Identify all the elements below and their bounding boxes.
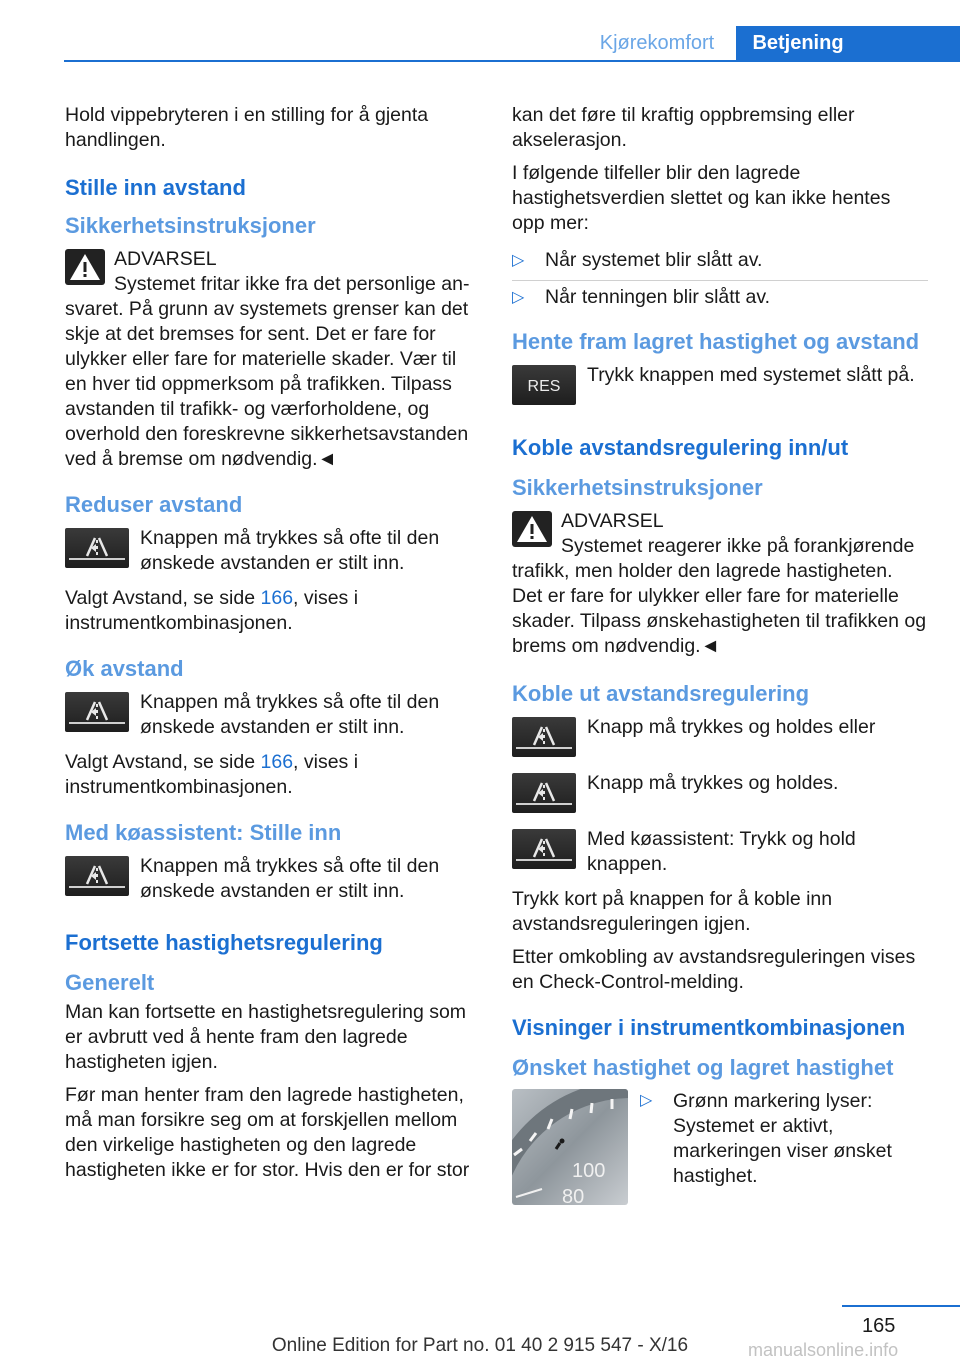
heading-stille-inn-avstand: Stille inn avstand (65, 175, 246, 200)
reduser-button-row (65, 526, 479, 576)
warning-block-right (512, 509, 928, 659)
heading-ok-avstand: Øk avstand (65, 656, 184, 681)
valgt-avstand-2: Valgt Avstand, se side 166, vises i instrumentkombinasjonen. (65, 751, 359, 798)
knapp3-text: Med køassistent: Trykk og hold knappen. (587, 828, 856, 875)
page-link-166[interactable]: 166 (260, 587, 294, 609)
triangle-bullet-icon: ▷ (512, 252, 525, 269)
distance-button-icon (65, 692, 129, 732)
warning-block (65, 247, 479, 472)
koble-ut-row-3 (512, 827, 928, 877)
header-rule (64, 60, 960, 62)
distance-button-icon (512, 829, 576, 869)
triangle-bullet-icon: ▷ (640, 1092, 653, 1109)
warning-first-line: Systemet reagerer ikke på forankjørende (561, 535, 915, 557)
heading-visninger: Visninger i instrumentkombinasjonen (512, 1015, 906, 1040)
res-text: Trykk knappen med systemet slått på. (587, 364, 915, 386)
heading-reduser-avstand: Reduser avstand (65, 492, 243, 517)
ko-text: Knappen må trykkes så ofte til den ønskede avstanden er stilt inn. (140, 855, 440, 902)
gauge-text: Grønn markering lyser: Systemet er aktivt, markeringen viser ønsket hastighet. (673, 1090, 892, 1187)
distance-button-icon (65, 856, 129, 896)
res-button-icon (512, 365, 576, 405)
koble-ut-row-2 (512, 771, 928, 817)
svg-text:RES: RES (527, 378, 561, 395)
knapp2-text: Knapp må trykkes og holdes. (587, 772, 839, 794)
warning-text: svaret. På grunn av systemets grenser kan det skje at det bremses for sent. Det er fare for ulykker eller fare for materielle skader. Vær til en hver tid oppmerksom på trafikken. Tilpass avstanden til trafikk- og værforholdene, og overhold den foreskrevne sikkerhetsavstanden ved å bremse om nødvendig.◄ (65, 298, 469, 470)
valgt-avstand-1: Valgt Avstand, se side 166, vises i instrumentkombinasjonen. (65, 587, 359, 634)
list-item: ▷ Når tenningen blir slått av. (512, 280, 928, 317)
warning-title: ADVARSEL (561, 510, 664, 532)
list-item: ▷ Når systemet blir slått av. (512, 249, 763, 271)
warning-icon (65, 249, 105, 285)
watermark: manualsonline.info (748, 1340, 899, 1360)
gauge-description (640, 1089, 930, 1197)
heading-koble: Koble avstandsregulering inn/ut (512, 435, 849, 460)
svg-text:100: 100 (572, 1160, 606, 1182)
page-number: 165 (862, 1315, 896, 1337)
continuation-text: kan det føre til kraftig oppbremsing eller akselerasjon. (512, 104, 855, 151)
gauge-row (512, 1089, 928, 1209)
ok-button-row (65, 690, 479, 740)
warning-first-line: Systemet fritar ikke fra det personlige an- (114, 273, 470, 295)
distance-button-icon (512, 717, 576, 757)
warning-title: ADVARSEL (114, 248, 217, 270)
page-link-166[interactable]: 166 (260, 751, 294, 773)
warning-icon (512, 511, 552, 547)
distance-button-icon (65, 528, 129, 568)
heading-koassistent: Med køassistent: Stille inn (65, 820, 342, 845)
etter-text: Etter omkobling av avstandsreguleringen vises en Check-Control-melding. (512, 946, 916, 993)
reduser-text: Knappen må trykkes så ofte til den ønskede avstanden er stilt inn. (140, 527, 440, 574)
res-button-row (512, 363, 928, 409)
trykk-kort-text: Trykk kort på knappen for å koble inn avstandsreguleringen igjen. (512, 888, 833, 935)
left-column (65, 103, 479, 1191)
ko-button-row (65, 854, 479, 904)
heading-koble-ut: Koble ut avstandsregulering (512, 681, 810, 706)
svg-text:80: 80 (562, 1186, 585, 1205)
koble-ut-row-1 (512, 715, 928, 761)
triangle-bullet-icon: ▷ (512, 289, 525, 306)
warning-text: trafikk, men holder den lagrede hastigheten. Det er fare for ulykker eller fare for materielle skader. Tilpass ønskehastigheten til trafikken og brems om nødvendig.◄ (512, 560, 927, 657)
heading-safety-instructions-right: Sikkerhetsinstruksjoner (512, 475, 763, 500)
speedometer-image (512, 1089, 628, 1205)
generelt-text: Man kan fortsette en hastighetsregulering som er avbrutt ved å hente fram den lagrede hastigheten igjen. (65, 1001, 467, 1073)
header-accent-bar (860, 26, 960, 60)
ok-text: Knappen må trykkes så ofte til den ønskede avstanden er stilt inn. (140, 691, 440, 738)
intro-paragraph: Hold vippebryteren i en stilling for å gjenta handlingen. (65, 104, 429, 151)
for-text: Før man henter fram den lagrede hastigheten, må man forsikre seg om at forskjellen mellom den virkelige hastigheten og den lagrede hastigheten ikke er for stor. Hvis den er for stor (65, 1084, 470, 1181)
folgende-text: I følgende tilfeller blir den lagrede hastighetsverdien slettet og kan ikke hentes opp mer: (512, 162, 891, 234)
knapp1-text: Knapp må trykkes og holdes eller (587, 716, 876, 738)
heading-hente-fram: Hente fram lagret hastighet og avstand (512, 329, 920, 354)
page-number-rule (842, 1305, 960, 1307)
deletion-cases-list (512, 244, 928, 317)
heading-safety-instructions: Sikkerhetsinstruksjoner (65, 213, 316, 238)
edition-footer: Online Edition for Part no. 01 40 2 915 547 - X/16 (271, 1335, 689, 1356)
header-chapter-tab: Betjening (736, 26, 860, 60)
heading-onsket: Ønsket hastighet og lagret hastighet (512, 1055, 894, 1080)
heading-generelt: Generelt (65, 970, 155, 995)
right-column (512, 103, 928, 1209)
heading-fortsette: Fortsette hastighetsregulering (65, 930, 383, 955)
header-section-tab: Kjørekomfort (599, 32, 715, 54)
distance-button-icon (512, 773, 576, 813)
